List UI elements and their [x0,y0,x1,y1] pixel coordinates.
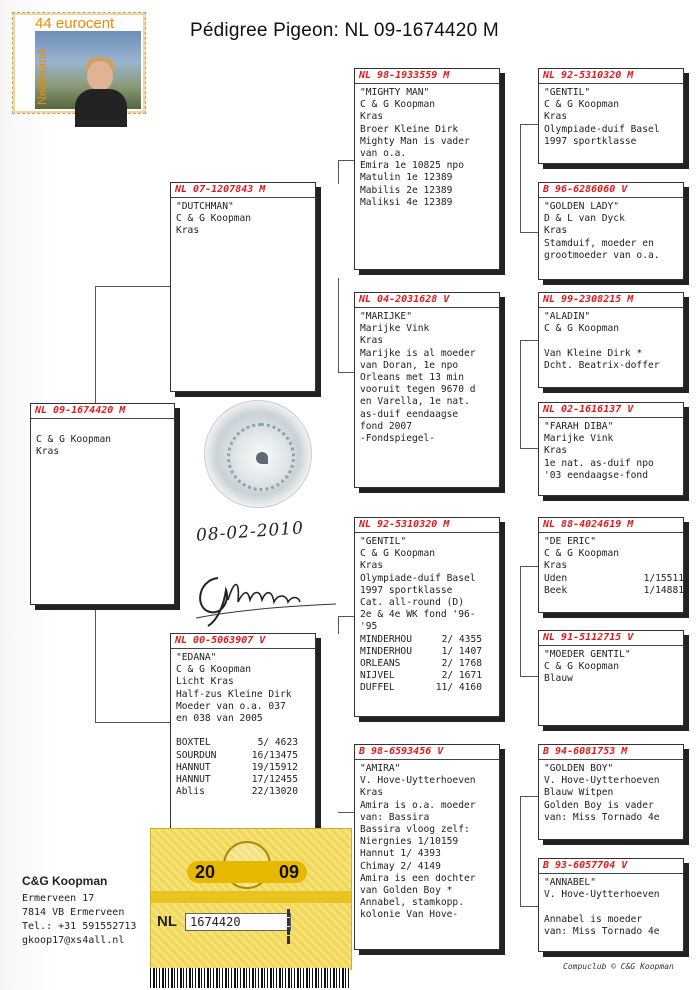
pigeon-details: "GENTIL" C & G Koopman Kras Olympiade-duif Basel 1997 sportklasse [544,87,660,147]
connector-line [520,796,521,906]
ring-number: NL 07-1207843 M [171,183,315,198]
pigeon-details: "EDANA" C & G Koopman Licht Kras Half-zus Kleine Dirk Moeder van o.a. 037 en 038 van 2005 BOXTEL 5/ 4623 SOURDUN 16/13475 HANNUT 19/15912 HANNUT 17/12455 Ablis 22/13020 [176,652,298,798]
race-result: HANNUT 17/12455 [176,774,298,786]
ring-number: B 98-6593456 V [355,745,499,760]
connector-line [95,286,172,287]
race-result: ORLEANS 2/ 1768 [360,658,482,670]
pigeon-card-ggp-1 [538,68,684,164]
connector-line [95,604,96,722]
connector-line [338,616,339,634]
pigeon-card-ggp-5 [538,517,684,613]
pigeon-details: "GENTIL" C & G Koopman Kras Olympiade-duif Basel 1997 sportklasse Cat. all-round (D) 2e & 4e WK fond '96- '95 MINDERHOU 2/ 4355 MINDERHOU 1/ 1407 ORLEANS 2/ 1768 NIJVEL 2/ 1671 DUFFEL 11/ 4160 [360,536,482,694]
ring-number: NL 91-5112715 V [539,631,683,646]
connector-line [520,566,540,567]
pigeon-card-grandmother-paternal [354,292,500,488]
ring-number: NL 88-4024619 M [539,518,683,533]
sticker-band [151,891,351,903]
sticker-country: NL [157,913,177,930]
race-result: DUFFEL 11/ 4160 [360,682,482,694]
pigeon-details: "MOEDER GENTIL" C & G Koopman Blauw [544,649,631,685]
pigeon-card-grandmother-maternal [354,744,500,950]
stamp-country: Nederland [35,49,49,105]
stamp-price: 44 eurocent [35,15,115,32]
owner-city: 7814 VB Ermerveen [22,907,125,918]
ownership-certificate-sticker [150,828,352,970]
race-result: NIJVEL 2/ 1671 [360,670,482,682]
ring-number: NL 98-1933559 M [355,69,499,84]
pigeon-details: "FARAH DIBA" Marijke Vink Kras 1e nat. as-duif npo '03 eendaagse-fond [544,421,654,481]
handwritten-date: 08-02-2010 [195,518,305,546]
owner-contact [22,874,136,948]
connector-line [520,796,540,797]
pigeon-details: "GOLDEN BOY" V. Hove-Uytterhoeven Blauw Witpen Golden Boy is vader van: Miss Tornado 4e [544,763,660,823]
race-result: Ablis 22/13020 [176,786,298,798]
connector-line [520,566,521,676]
pigeon-card-ggp-7 [538,744,684,840]
ring-number: NL 04-2031628 V [355,293,499,308]
race-result: SOURDUN 16/13475 [176,749,298,761]
page-title: Pédigree Pigeon: NL 09-1674420 M [190,20,499,41]
pigeon-details: "DE ERIC" C & G Koopman Kras Uden 1/15511 Beek 1/14881 [544,536,684,596]
signature-icon [188,560,338,630]
connector-line [338,160,339,184]
pigeon-card-ggp-8 [538,858,684,952]
pigeon-icon [256,452,268,464]
connector-line [520,676,540,677]
pigeon-details: "ANNABEL" V. Hove-Uytterhoeven Annabel is moeder van: Miss Tornado 4e [544,877,660,937]
owner-name: C&G Koopman [22,874,108,888]
pigeon-details: "MARIJKE" Marijke Vink Kras Marijke is al moeder van Doran, 1e npo Orleans met 13 min vooruit tegen 9670 d en Varella, 1e nat. as-duif eendaagse fond 2007 -Fondspiegel- [360,311,476,445]
race-result: MINDERHOU 1/ 1407 [360,645,482,657]
pigeon-card-ggp-4 [538,402,684,496]
owner-email: gkoop17@xs4all.nl [22,935,125,946]
connector-line [520,232,540,233]
race-result: MINDERHOU 2/ 4355 [360,633,482,645]
connector-line [520,340,540,341]
race-result: HANNUT 19/15912 [176,761,298,773]
pigeon-details: "ALADIN" C & G Koopman Van Kleine Dirk * Dcht. Beatrix-doffer [544,311,660,371]
ring-number: NL 09-1674420 M [31,404,174,419]
sticker-side-marks [287,909,345,949]
pigeon-details: "GOLDEN LADY" D & L van Dyck Kras Stamduif, moeder en grootmoeder van o.a. [544,201,660,261]
connector-line [520,124,540,125]
ring-number: NL 92-5310320 M [355,518,499,533]
pigeon-card-ggp-3 [538,292,684,388]
ring-number: B 96-6286060 V [539,183,683,198]
ring-number: NL 02-1616137 V [539,403,683,418]
pigeon-details: C & G Koopman Kras [36,434,112,458]
pigeon-card-mother [170,633,316,842]
owner-address: Ermerveen 17 [22,893,95,904]
ring-number: NL 92-5310320 M [539,69,683,84]
stamp-photo [35,31,141,109]
pigeon-details: "MIGHTY MAN" C & G Koopman Kras Broer Kleine Dirk Mighty Man is vader van o.a. Emira 1e 10825 npo Matulin 1e 12389 Mabilis 2e 12389 Maliksi 4e 12389 [360,87,470,208]
pigeon-card-grandfather-paternal [354,68,500,270]
owner-phone: Tel.: +31 591552713 [22,921,137,932]
postage-stamp [12,12,146,114]
footer-credit: Compuclub © C&G Koopman [563,962,674,971]
barcode [150,968,350,988]
pigeon-card-ggp-2 [538,182,684,280]
connector-line [338,278,339,373]
ring-number: NL 99-2308215 M [539,293,683,308]
ring-number: B 94-6081753 M [539,745,683,760]
race-result: Uden 1/15511 [544,572,684,584]
ring-number: NL 00-5063907 V [171,634,315,649]
connector-line [520,448,540,449]
ring-number: B 93-6057704 V [539,859,683,874]
pigeon-card-grandfather-maternal [354,517,500,717]
race-result: Beek 1/14881 [544,584,684,596]
connector-line [95,722,172,723]
connector-line [520,340,521,448]
connector-line [520,906,540,907]
pigeon-details: "DUTCHMAN" C & G Koopman Kras [176,201,252,237]
race-result: BOXTEL 5/ 4623 [176,737,298,749]
connector-line [520,124,521,232]
pigeon-details: "AMIRA" V. Hove-Uytterhoeven Kras Amira is o.a. moeder van: Bassira Bassira vloog zelf: Niergnies 1/10159 Hannut 1/ 4393 Chimay 2/ 4149 Amira is een dochter van Golden Boy * Annabel, stamkopp. kolonie Van Hove- [360,763,476,921]
connector-line [95,286,96,404]
certificate-year: 20 09 [187,861,307,883]
pigeon-card-father [170,182,316,392]
sticker-ring-number: 1674420 [185,913,291,931]
pigeon-card-ggp-6 [538,630,684,726]
pigeon-card-subject [30,403,175,605]
hologram-seal-icon [204,400,312,508]
